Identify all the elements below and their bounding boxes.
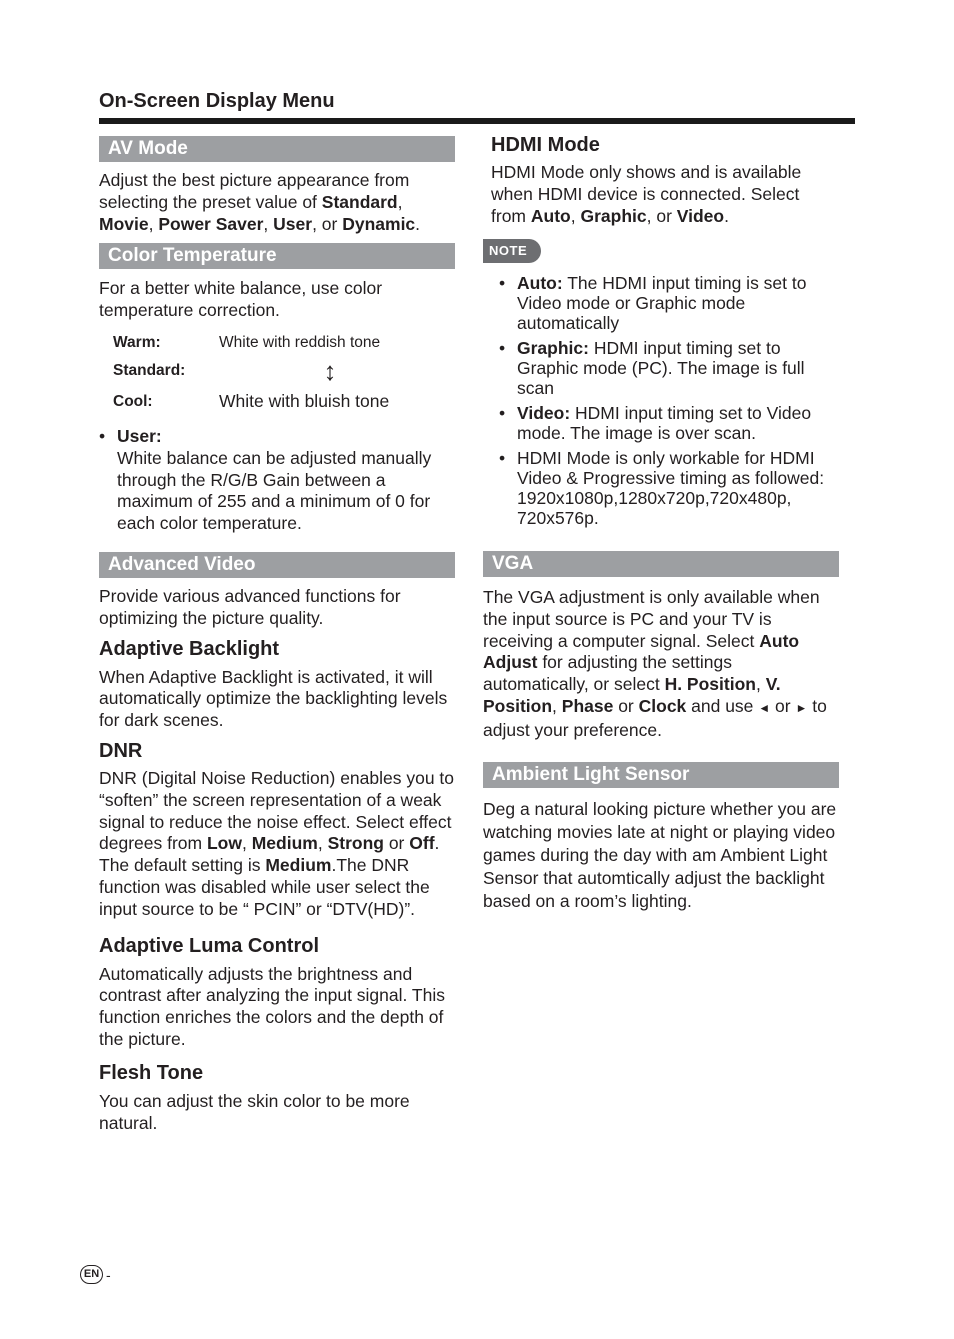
flesh-tone-heading: Flesh Tone (99, 1061, 204, 1084)
ct-standard-label: Standard: (113, 361, 186, 379)
hdmi-mode-text: HDMI Mode only shows and is available when HDMI device is connected. Select from Auto, Graphic, or Video. (491, 162, 802, 226)
vga-text: The VGA adjustment is only available when the input source is PC and your TV is receiving a computer signal. Select Auto Adjust for adjusting the settings automatically, or select H. Position, V. Position, Phase or Clock and use ◄ or ► to adjust your preference. (483, 587, 827, 740)
section-advanced-video-title: Advanced Video (99, 552, 455, 578)
note-item-graphic: • Graphic: HDMI input timing set to Graphic mode (PC). The image is full scan (499, 338, 805, 399)
adaptive-luma-heading: Adaptive Luma Control (99, 934, 320, 957)
right-column-bottom (483, 551, 868, 914)
dnr-heading: DNR (99, 739, 143, 762)
user-label: User: (117, 425, 162, 446)
adaptive-luma-text: Automatically adjusts the brightness and contrast after analyzing the input signal. This function enriches the colors and the depth of the picture. (99, 963, 445, 1049)
section-vga-title: VGA (483, 551, 839, 577)
ct-row-warm (113, 330, 459, 356)
language-badge: EN (80, 1265, 103, 1284)
ct-warm-value: White with reddish tone (219, 333, 381, 351)
ct-cool-label: Cool: (113, 392, 153, 410)
ct-row-cool (113, 386, 459, 418)
page-number-dash: - (106, 1266, 111, 1283)
page-footer (80, 1265, 111, 1284)
note-item-video: • Video: HDMI input timing set to Video mode. The image is over scan. (499, 403, 812, 444)
ct-warm-label: Warm: (113, 333, 161, 351)
left-arrow-icon: ◄ (758, 700, 771, 715)
header-rule (99, 118, 855, 124)
right-column-top (491, 132, 836, 528)
up-down-arrow-icon: ↕ (323, 355, 337, 386)
hdmi-mode-heading: HDMI Mode (491, 134, 600, 156)
page-header (99, 88, 855, 114)
color-temp-table (113, 330, 459, 418)
adaptive-backlight-text: When Adaptive Backlight is activated, it will automatically optimize the backlighting levels for dark scenes. (99, 666, 448, 731)
note-badge: NOTE (483, 239, 541, 263)
user-bullet (99, 426, 459, 535)
user-text: White balance can be adjusted manually through the R/G/B Gain between a maximum of 255 and a minimum of 0 for each color temperature. (117, 447, 432, 534)
ambient-text: Deg a natural looking picture whether you are watching movies late at night or playing video games during the day with am Ambient Light Sensor that automtically adjust the backlight based on a room’s lighting. (483, 798, 837, 912)
bullet-dot: • (99, 425, 106, 446)
flesh-tone-text: You can adjust the skin color to be more natural. (99, 1090, 410, 1133)
color-temp-intro: For a better white balance, use color temperature correction. (99, 278, 383, 321)
note-item-auto: • Auto: The HDMI input timing is set to Video mode or Graphic mode automatically (499, 273, 807, 334)
hdmi-notes-list (499, 273, 839, 528)
dnr-text: DNR (Digital Noise Reduction) enables you to “soften” the screen representation of a weak signal to reduce the noise effect. Select effect degrees from Low, Medium, Strong or Off. The default setting is Medium.The DNR function was disabled while user select the input source to be “ PCIN” or “DTV(HD)”. (99, 767, 455, 919)
left-column (99, 136, 459, 1134)
advanced-video-intro: Provide various advanced functions for optimizing the picture quality. (99, 585, 401, 628)
page-title: On-Screen Display Menu (99, 90, 335, 112)
section-ambient-light-sensor-title: Ambient Light Sensor (483, 762, 839, 788)
right-arrow-icon: ► (795, 700, 808, 715)
adaptive-backlight-heading: Adaptive Backlight (99, 637, 280, 660)
section-color-temperature-title: Color Temperature (99, 243, 455, 269)
ct-cool-value: White with bluish tone (219, 391, 390, 412)
ct-row-standard (113, 356, 459, 386)
note-item-hdmi-timing: • HDMI Mode is only workable for HDMI Video & Progressive timing as followed: 1920x1080p,1280x720p,720x480p, 720x576p. (499, 448, 825, 529)
section-av-mode-title: AV Mode (99, 136, 455, 162)
av-mode-text: Adjust the best picture appearance from selecting the preset value of Standard, Movie, Power Saver, User, or Dynamic. (99, 170, 421, 234)
